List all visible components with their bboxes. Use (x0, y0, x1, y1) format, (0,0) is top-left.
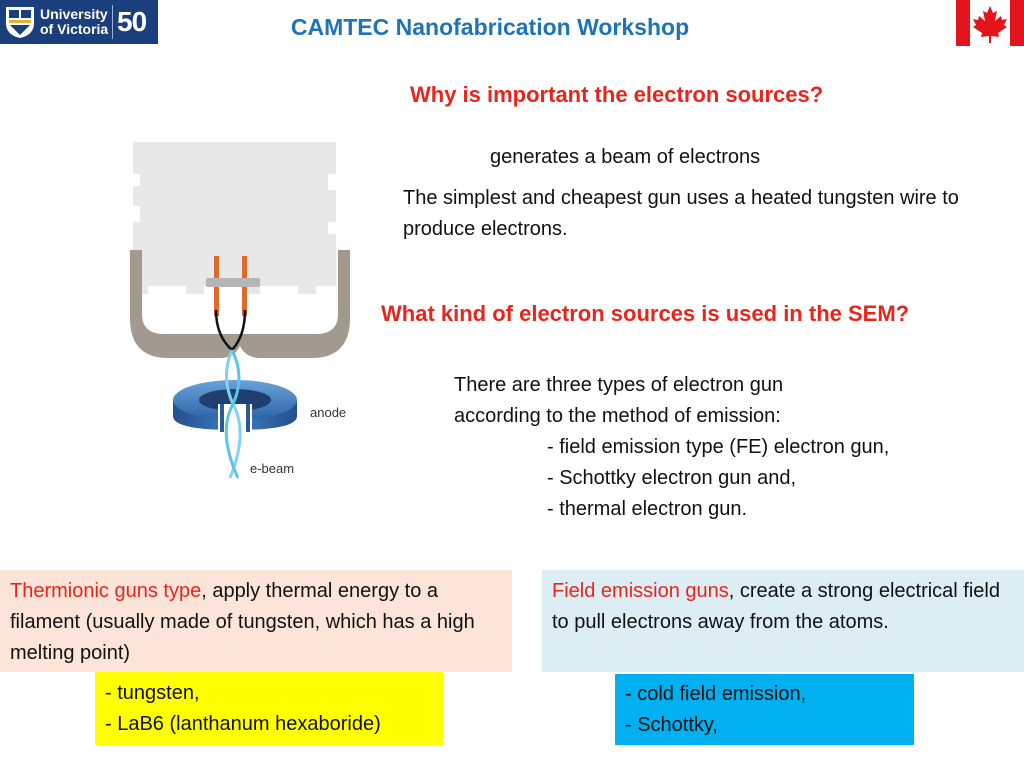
list-item: - field emission type (FE) electron gun, (547, 436, 890, 458)
field-emission-box (542, 570, 1024, 672)
field-emission-heading: Field emission guns (552, 580, 729, 602)
logo-number: 50 (117, 6, 147, 37)
canada-flag-icon (956, 0, 1024, 46)
electron-gun-diagram (120, 138, 360, 490)
thermionic-list (95, 672, 443, 745)
field-emission-list (615, 674, 914, 745)
slide-title: CAMTEC Nanofabrication Workshop (290, 14, 690, 40)
thermionic-box (0, 570, 512, 672)
crest-icon (4, 5, 36, 39)
logo-text: University of Victoria (40, 6, 109, 37)
list-item: - LaB6 (lanthanum hexaboride) (105, 713, 381, 735)
housing (133, 142, 336, 294)
university-logo (0, 0, 158, 53)
field-emission-text: , create a strong electrical field to pull electrons away from the atoms. (552, 580, 1000, 633)
label-ebeam: e-beam (250, 461, 295, 476)
thermionic-text: , apply thermal energy to a filament (usually made of tungsten, which has a high melting point) (10, 580, 475, 664)
gun-types-list (547, 432, 889, 525)
label-anode: anode (310, 405, 347, 420)
thermionic-heading: Thermionic guns type (10, 580, 202, 602)
gun-types-intro (454, 370, 783, 432)
intro-line: There are three types of electron gun (454, 374, 784, 396)
logo-50 (117, 6, 152, 53)
list-item: - thermal electron gun. (547, 498, 748, 520)
logo-years: YEARS (126, 47, 152, 53)
question-sources: What kind of electron sources is used in the SEM? (381, 301, 910, 326)
tungsten-description: The simplest and cheapest gun uses a heated tungsten wire to produce electrons. (403, 187, 959, 240)
beam-description: generates a beam of electrons (490, 146, 761, 168)
question-importance: Why is important the electron sources? (410, 82, 824, 107)
list-item: - tungsten, (105, 682, 200, 704)
list-item: - Schottky, (625, 714, 718, 736)
list-item: - cold field emission, (625, 683, 807, 705)
logo-divider (112, 5, 113, 39)
list-item: - Schottky electron gun and, (547, 467, 797, 489)
intro-line: according to the method of emission: (454, 405, 781, 427)
